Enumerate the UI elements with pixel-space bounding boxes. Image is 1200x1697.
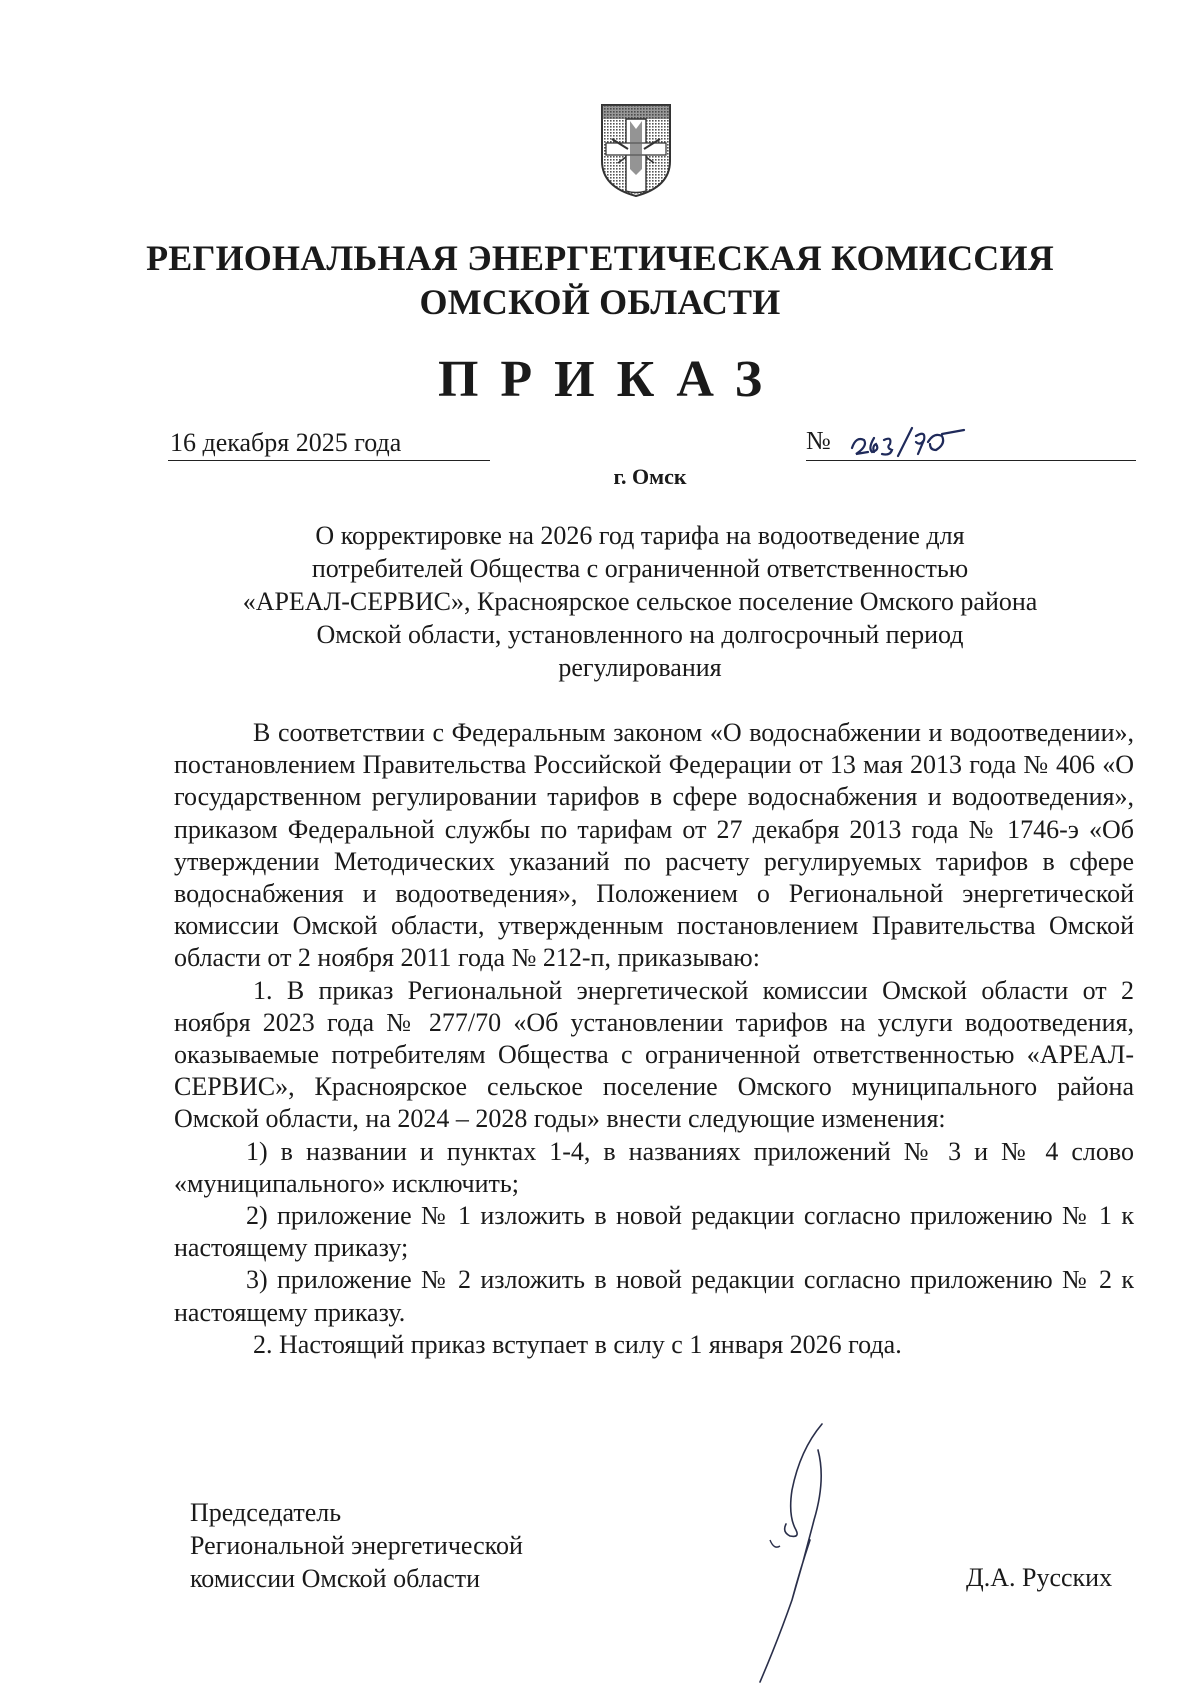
signatory-name: Д.А. Русских — [966, 1563, 1113, 1592]
subject-line5: регулирования — [558, 653, 722, 682]
date-underline — [168, 460, 490, 461]
document-type: ПРИКАЗ — [437, 351, 785, 408]
document-subject — [180, 519, 1100, 684]
document-date: 16 декабря 2025 года — [170, 428, 402, 457]
point-1-paragraph: 1. В приказ Региональной энергетической комиссии Омской области от 2 ноября 2023 года № 277/70 «Об установлении тарифов на услуги водоотведения, оказываемые потребителям Общества с ограниченной ответственностью «АРЕАЛ-СЕРВИС», Красноярское сельское поселение Омского муниципального района Омской области, на 2024 – 2028 годы» внести следующие изменения: — [174, 975, 1134, 1134]
document-body — [174, 717, 1134, 1361]
document-number-handwritten — [846, 418, 986, 462]
position-line1: Председатель — [190, 1498, 342, 1527]
org-title-line1: РЕГИОНАЛЬНАЯ ЭНЕРГЕТИЧЕСКАЯ КОМИССИЯ — [146, 238, 1054, 278]
coat-of-arms-icon — [598, 99, 674, 199]
city: г. Омск — [613, 464, 687, 489]
preamble-paragraph: В соответствии с Федеральным законом «О водоснабжении и водоотведении», постановлением Правительства Российской Федерации от 13 мая 2013 года № 406 «О государственном регулировании тарифов в сфере водоснабжения и водоотведения», приказом Федеральной службы по тарифам от 27 декабря 2013 года № 1746-э «Об утверждении Методических указаний по расчету регулируемых тарифов в сфере водоснабжения и водоотведения», Положением о Региональной энергетической комиссии Омской области, утвержденным постановлением Правительства Омской области от 2 ноября 2011 года № 212-п, приказываю: — [174, 718, 1134, 973]
point-2-paragraph: 2. Настоящий приказ вступает в силу с 1 января 2026 года. — [253, 1329, 902, 1359]
document-number-label: № — [806, 426, 831, 455]
subject-line3: «АРЕАЛ-СЕРВИС», Красноярское сельское поселение Омского района — [242, 587, 1038, 616]
org-title-line2: ОМСКОЙ ОБЛАСТИ — [419, 282, 781, 322]
subject-line4: Омской области, установленного на долгосрочный период — [316, 620, 964, 649]
organization-title — [0, 236, 1200, 324]
subpoint-3-paragraph: 3) приложение № 2 изложить в новой редакции согласно приложению № 2 к настоящему приказу. — [174, 1265, 1134, 1327]
handwritten-signature — [730, 1420, 880, 1690]
subject-line2: потребителей Общества с ограниченной ответственностью — [311, 554, 969, 583]
subject-line1: О корректировке на 2026 год тарифа на водоотведение для — [315, 521, 965, 550]
position-line2: Региональной энергетической — [190, 1531, 523, 1560]
number-underline — [806, 460, 1136, 461]
subpoint-1-paragraph: 1) в названии и пунктах 1-4, в названиях приложений № 3 и № 4 слово «муниципального» исключить; — [174, 1136, 1134, 1198]
position-line3: комиссии Омской области — [190, 1564, 480, 1593]
subpoint-2-paragraph: 2) приложение № 1 изложить в новой редакции согласно приложению № 1 к настоящему приказу; — [174, 1201, 1134, 1263]
signatory-position — [190, 1496, 523, 1595]
